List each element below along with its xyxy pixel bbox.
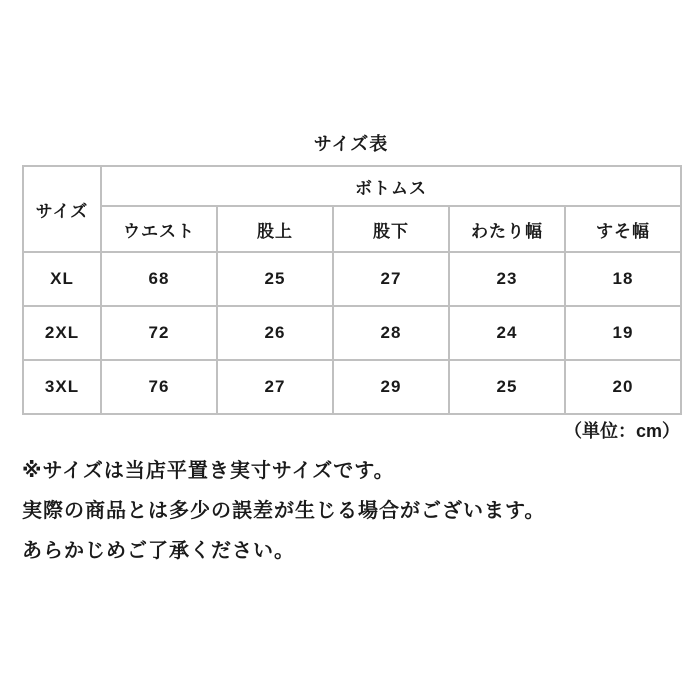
- size-cell: 3XL: [23, 360, 101, 414]
- table-header-row-group: [23, 166, 681, 206]
- note-line: ※サイズは当店平置き実寸サイズです。: [22, 460, 395, 482]
- unit-label: （単位：cm）: [563, 421, 680, 441]
- measurement-cell: 76: [101, 360, 217, 414]
- measurement-cell: 19: [565, 306, 681, 360]
- measurement-cell: 28: [333, 306, 449, 360]
- column-header-hem-width: すそ幅: [565, 206, 681, 252]
- measurement-cell: 29: [333, 360, 449, 414]
- size-table: [22, 165, 682, 415]
- page-title: サイズ表: [313, 134, 389, 154]
- disclaimer-notes: [22, 451, 700, 571]
- measurement-cell: 18: [565, 252, 681, 306]
- measurement-cell: 25: [217, 252, 333, 306]
- measurement-cell: 72: [101, 306, 217, 360]
- table-header-row-measurements: [23, 206, 681, 252]
- column-header-rise: 股上: [217, 206, 333, 252]
- category-group-header: ボトムス: [101, 166, 681, 206]
- size-column-header: サイズ: [23, 166, 101, 252]
- table-row: [23, 252, 681, 306]
- column-header-inseam: 股下: [333, 206, 449, 252]
- note-line: 実際の商品とは多少の誤差が生じる場合がございます。: [22, 500, 546, 522]
- measurement-cell: 27: [217, 360, 333, 414]
- measurement-cell: 23: [449, 252, 565, 306]
- measurement-cell: 26: [217, 306, 333, 360]
- measurement-cell: 27: [333, 252, 449, 306]
- column-header-waist: ウエスト: [101, 206, 217, 252]
- measurement-cell: 24: [449, 306, 565, 360]
- table-row: [23, 306, 681, 360]
- measurement-cell: 20: [565, 360, 681, 414]
- measurement-cell: 25: [449, 360, 565, 414]
- size-cell: 2XL: [23, 306, 101, 360]
- note-line: あらかじめご了承ください。: [22, 540, 295, 562]
- table-row: [23, 360, 681, 414]
- size-cell: XL: [23, 252, 101, 306]
- measurement-cell: 68: [101, 252, 217, 306]
- column-header-thigh-width: わたり幅: [449, 206, 565, 252]
